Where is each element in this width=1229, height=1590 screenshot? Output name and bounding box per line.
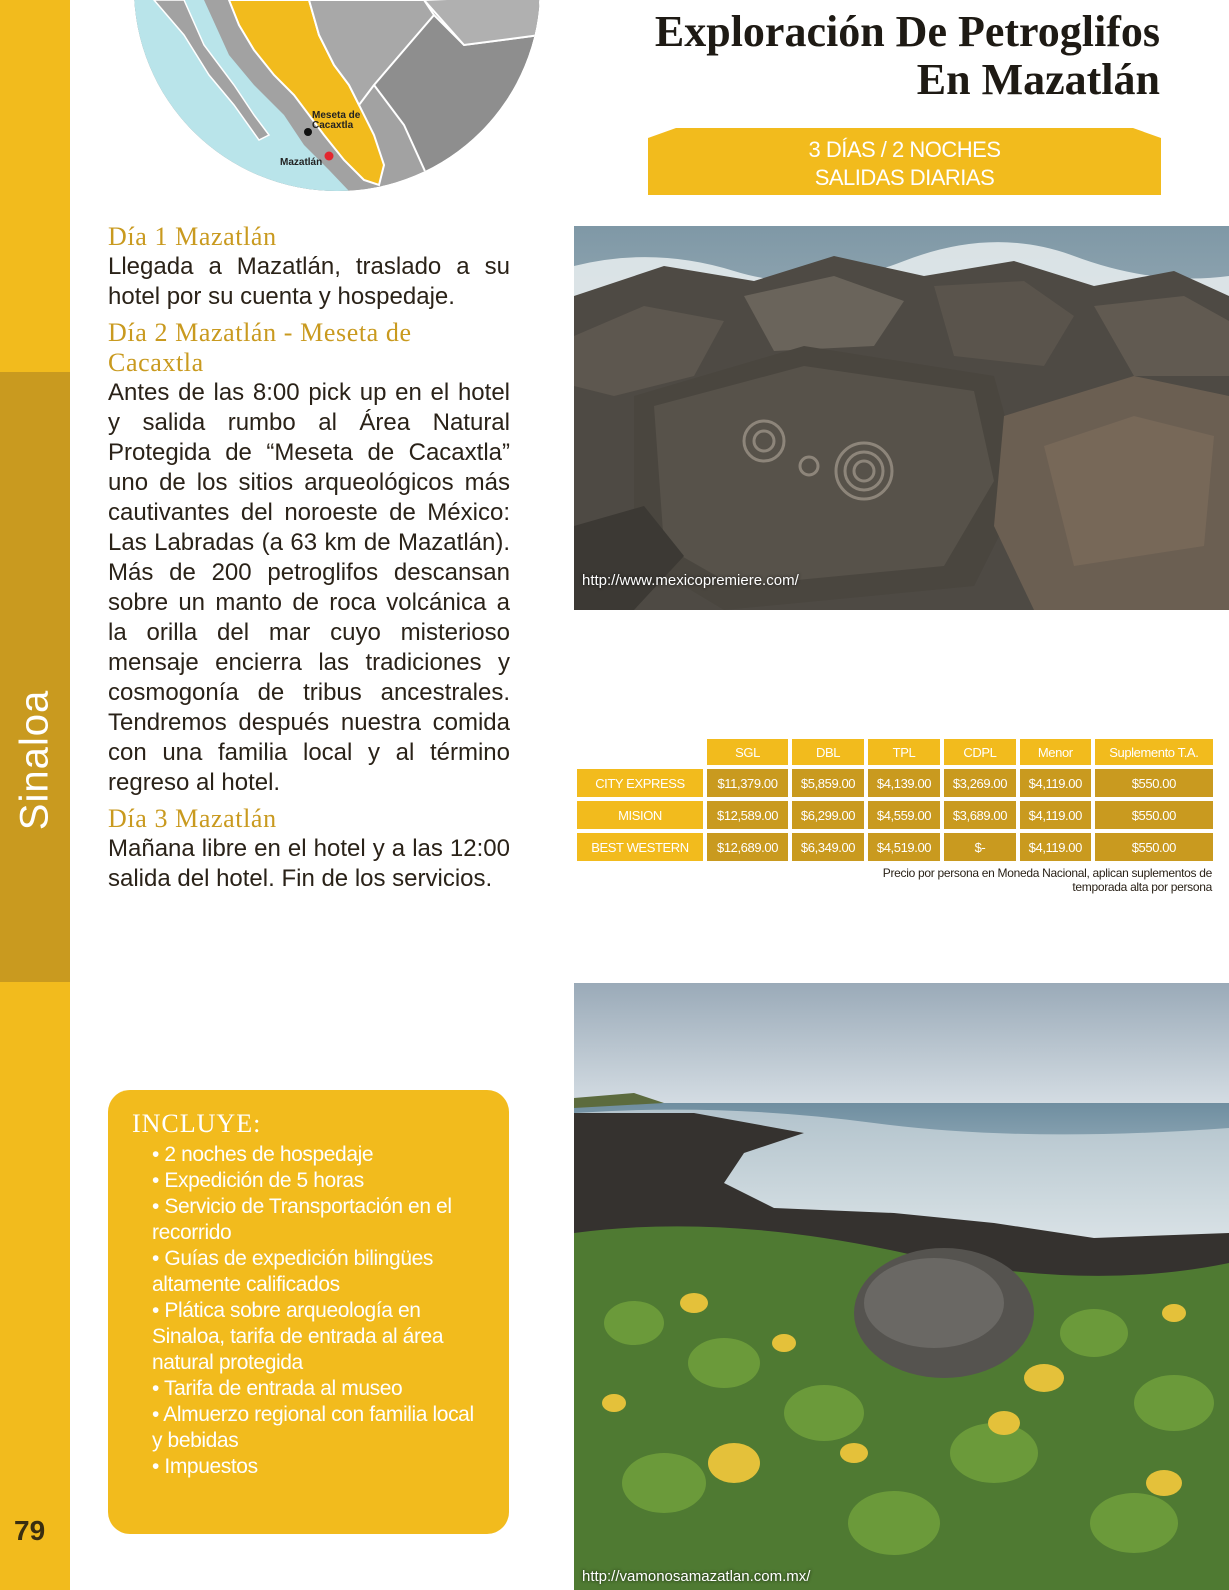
list-item: • 2 noches de hospedaje — [152, 1143, 374, 1166]
price-note — [800, 866, 1212, 894]
price-cell: $12,589.00 — [707, 801, 788, 829]
price-cell: $4,559.00 — [868, 801, 940, 829]
price-cell: $3,689.00 — [944, 801, 1016, 829]
side-band-highlight — [0, 372, 70, 982]
coast-photo — [574, 983, 1229, 1590]
includes-box — [108, 1090, 509, 1534]
photo-credit: http://vamonosamazatlan.com.mx/ — [582, 1568, 811, 1585]
price-cell: $12,689.00 — [707, 833, 788, 861]
title-line-1: Exploración De Petroglifos — [654, 7, 1160, 56]
header-spacer — [577, 739, 703, 765]
table-row — [577, 769, 1213, 797]
list-item: • Impuestos — [152, 1455, 258, 1478]
price-cell: $4,119.00 — [1020, 801, 1091, 829]
hotel-name: BEST WESTERN — [577, 833, 703, 861]
map-graphic — [134, 0, 540, 191]
price-cell: $- — [944, 833, 1016, 861]
table-header-row — [577, 739, 1213, 765]
header-tpl: TPL — [868, 739, 940, 765]
duration-banner — [648, 128, 1161, 195]
header-suplemento: Suplemento T.A. — [1095, 739, 1213, 765]
header-dbl: DBL — [792, 739, 864, 765]
banner-text — [648, 136, 1161, 192]
header-cdpl: CDPL — [944, 739, 1016, 765]
list-item: • Plática sobre arqueología en Sinaloa, tarifa de entrada al área natural protegida — [152, 1299, 444, 1374]
list-item: • Guías de expedición bilingües altamente calificados — [152, 1247, 433, 1296]
day-description: Antes de las 8:00 pick up en el hotel y salida rumbo al Área Natural Protegida de “Meseta de Cacaxtla” uno de los sitios arqueológicos más cautivantes del noroeste de México: Las Labradas (a 63 km de Mazatlán). Más de 200 petroglifos descansan sobre un manto de roca volcánica a la orilla del mar cuyo misterioso mensaje encierra las tradiciones y cosmogonía de tribus ancestrales. Tendremos después nuestra comida con una familia local y al término regreso al hotel. — [108, 379, 510, 796]
price-table — [573, 735, 1217, 865]
price-cell: $4,119.00 — [1020, 769, 1091, 797]
header-sgl: SGL — [707, 739, 788, 765]
itinerary-day-3 — [108, 804, 510, 894]
location-map — [134, 0, 540, 191]
state-name: Sinaloa — [12, 689, 57, 831]
includes-list — [132, 1142, 487, 1480]
itinerary-day-1 — [108, 222, 510, 312]
price-cell: $5,859.00 — [792, 769, 864, 797]
price-cell: $550.00 — [1095, 833, 1213, 861]
banner-departures: SALIDAS DIARIAS — [814, 165, 995, 190]
day-title: Día 2 Mazatlán - Meseta de Cacaxtla — [108, 318, 412, 377]
list-item: • Almuerzo regional con familia local y bebidas — [152, 1403, 474, 1452]
price-cell: $6,299.00 — [792, 801, 864, 829]
petroglyph-photo — [574, 226, 1229, 610]
list-item: • Servicio de Transportación en el recorrido — [152, 1195, 452, 1244]
title-line-2: En Mazatlán — [916, 55, 1160, 104]
hotel-name: MISION — [577, 801, 703, 829]
banner-duration: 3 DÍAS / 2 NOCHES — [808, 137, 1001, 162]
page-title — [520, 8, 1160, 104]
page-number: 79 — [14, 1515, 46, 1546]
petroglyph-illustration — [574, 226, 1229, 610]
day-title: Día 1 Mazatlán — [108, 222, 277, 251]
price-note-line-1: Precio por persona en Moneda Nacional, aplican suplementos de — [882, 866, 1212, 880]
day-title: Día 3 Mazatlán — [108, 804, 277, 833]
price-cell: $4,139.00 — [868, 769, 940, 797]
price-cell: $3,269.00 — [944, 769, 1016, 797]
price-cell: $4,519.00 — [868, 833, 940, 861]
price-cell: $550.00 — [1095, 769, 1213, 797]
itinerary-day-2 — [108, 318, 510, 798]
photo-credit: http://www.mexicopremiere.com/ — [582, 572, 799, 589]
price-cell: $6,349.00 — [792, 833, 864, 861]
price-cell: $550.00 — [1095, 801, 1213, 829]
hotel-name: CITY EXPRESS — [577, 769, 703, 797]
mazatlan-marker — [325, 152, 334, 161]
meseta-marker — [304, 128, 312, 136]
table-row — [577, 833, 1213, 861]
day-description: Mañana libre en el hotel y a las 12:00 salida del hotel. Fin de los servicios. — [108, 835, 510, 892]
map-label-meseta: Meseta de Cacaxtla — [312, 110, 361, 131]
price-note-line-2: temporada alta por persona — [1072, 880, 1212, 894]
price-cell: $4,119.00 — [1020, 833, 1091, 861]
coast-illustration — [574, 983, 1229, 1590]
day-description: Llegada a Mazatlán, traslado a su hotel por su cuenta y hospedaje. — [108, 253, 510, 310]
itinerary — [108, 222, 510, 900]
header-menor: Menor — [1020, 739, 1091, 765]
list-item: • Tarifa de entrada al museo — [152, 1377, 403, 1400]
list-item: • Expedición de 5 horas — [152, 1169, 364, 1192]
includes-title: INCLUYE: — [132, 1109, 262, 1138]
map-label-mazatlan: Mazatlán — [280, 157, 323, 168]
price-cell: $11,379.00 — [707, 769, 788, 797]
table-row — [577, 801, 1213, 829]
